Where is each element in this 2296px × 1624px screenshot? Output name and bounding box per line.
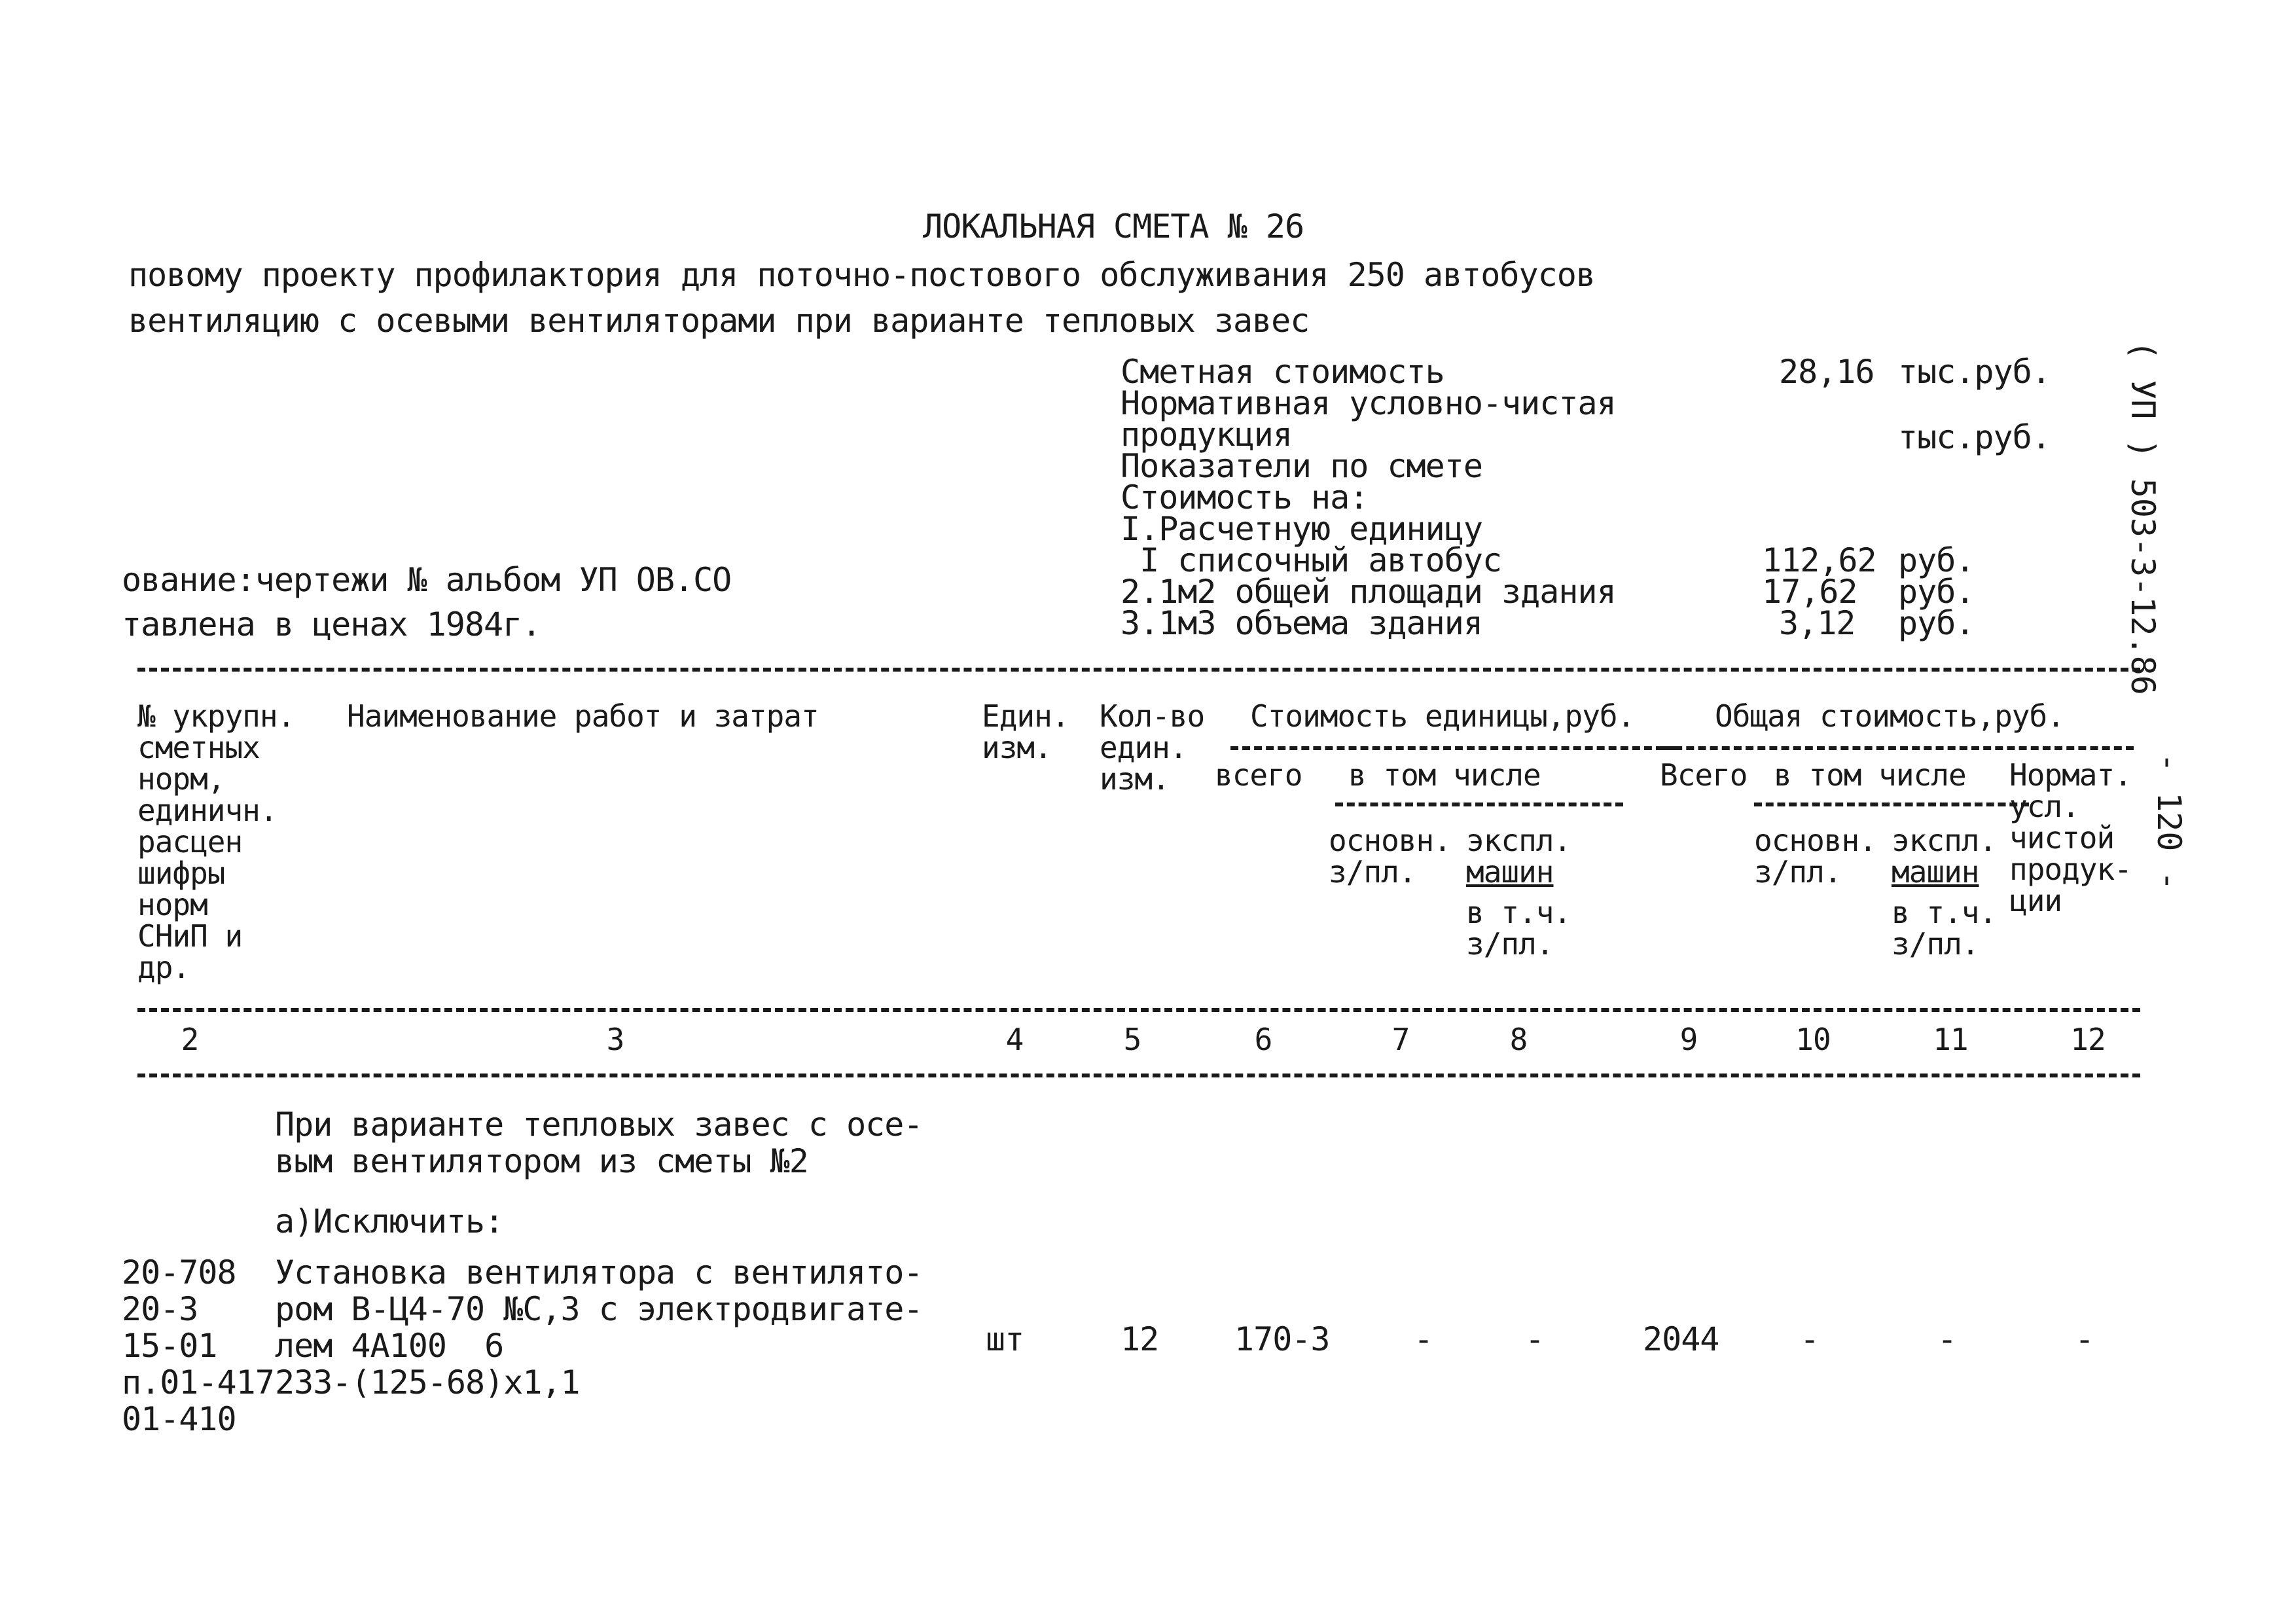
norm-label-1: Нормативная условно-чистая — [1121, 384, 1616, 422]
basis-line-1: ование:чертежи № альбом УП ОВ.СО — [122, 561, 732, 599]
colnum-10: 10 — [1795, 1022, 1831, 1057]
row-qty: 12 — [1121, 1320, 1159, 1358]
row-unit-wage: - — [1414, 1320, 1433, 1358]
header-col12: Нормат. усл. чистой продук- ции — [2009, 757, 2132, 918]
header-col3: Наименование работ и затрат — [347, 698, 819, 734]
header-total-cost-group: Общая стоимость,руб. — [1715, 698, 2064, 734]
header-unit-cost-group: Стоимость единицы,руб. — [1250, 698, 1635, 734]
norm-unit: тыс.руб. — [1898, 418, 2051, 456]
header-col8-c: в т.ч. з/пл. — [1466, 895, 1571, 962]
section-title: При варианте тепловых завес с осе- вым вентилятором из сметы №2 — [275, 1106, 923, 1180]
row-unit-machine: - — [1525, 1320, 1545, 1358]
header-col5: Кол-во един. изм. — [1100, 698, 1205, 797]
unit1-label: I.Расчетную единицу — [1121, 510, 1482, 548]
unit1-unit: руб. — [1898, 541, 1975, 579]
row-total: 2044 — [1643, 1320, 1719, 1358]
rule-incl-unit — [1335, 803, 1623, 806]
header-col10: основн. з/пл. — [1754, 823, 1876, 890]
exclude-label: а)Исключить: — [275, 1202, 504, 1240]
row-unit-total: 170-3 — [1234, 1320, 1330, 1358]
norm-label-2: продукция — [1121, 416, 1292, 454]
cost-value: 28,16 — [1779, 353, 1874, 391]
colnum-3: 3 — [606, 1022, 624, 1057]
cost-unit: тыс.руб. — [1898, 353, 2051, 391]
subtitle-line-1: повому проекту профилактория для поточно-постового обслуживания 250 автобусов — [128, 256, 1595, 294]
unit2-value: 17,62 — [1762, 573, 1857, 611]
colnum-9: 9 — [1679, 1022, 1698, 1057]
header-col8-a: экспл. — [1466, 823, 1571, 858]
row-total-machine: - — [1937, 1320, 1957, 1358]
colnum-2: 2 — [181, 1022, 199, 1057]
header-col2: № укрупн. сметных норм, единичн. расцен шифры норм СНиП и др. — [137, 698, 295, 985]
unit1-value: 112,62 — [1762, 541, 1876, 579]
unit3-label: 3.1м3 объема здания — [1121, 604, 1482, 642]
rule-top — [137, 668, 2140, 672]
header-col8-b: машин — [1466, 854, 1554, 890]
subtitle-line-2: вентиляцию с осевыми вентиляторами при варианте тепловых завес — [128, 302, 1310, 340]
header-col11-a: экспл. — [1892, 823, 1997, 858]
row-norm-net: - — [2075, 1320, 2094, 1358]
rule-total-cost — [1662, 746, 2134, 750]
rule-unit-cost — [1230, 746, 1676, 750]
unit3-unit: руб. — [1898, 604, 1975, 642]
indicators-label: Показатели по смете — [1121, 447, 1482, 485]
unit1-sub: I списочный автобус — [1121, 541, 1502, 579]
header-col7: основн. з/пл. — [1329, 823, 1451, 890]
header-col11-b: машин — [1892, 854, 1979, 890]
header-col9: Всего — [1660, 757, 1748, 793]
page-number: - 120 - — [2150, 753, 2188, 891]
row-unit: шт — [986, 1320, 1024, 1358]
unit2-unit: руб. — [1898, 573, 1975, 611]
row-codes: 20-708 20-3 15-01 п.01-417 01-410 — [122, 1254, 274, 1438]
unit2-label: 2.1м2 общей площади здания — [1121, 573, 1616, 611]
header-col6: всего — [1215, 757, 1302, 793]
unit3-value: 3,12 — [1779, 604, 1856, 642]
colnum-5: 5 — [1123, 1022, 1141, 1057]
colnum-8: 8 — [1509, 1022, 1528, 1057]
row-total-wage: - — [1800, 1320, 1820, 1358]
rule-numbers-bottom — [137, 1074, 2140, 1077]
cost-label: Сметная стоимость — [1121, 353, 1444, 391]
header-col11-c: в т.ч. з/пл. — [1892, 895, 1997, 962]
row-name: Установка вентилятора с вентилято- ром В-Ц4-70 №С,3 с электродвигате- лем 4А100 6 233-(125-68)х1,1 — [275, 1254, 923, 1401]
colnum-7: 7 — [1391, 1022, 1410, 1057]
rule-header-bottom — [137, 1008, 2140, 1012]
header-col4: Един. изм. — [982, 698, 1069, 765]
colnum-4: 4 — [1005, 1022, 1024, 1057]
document-code-stamp: ( УП ) 503-3-12.86 — [2124, 340, 2162, 695]
colnum-6: 6 — [1254, 1022, 1272, 1057]
header-incl-total: в том числе — [1774, 757, 1966, 793]
rule-incl-total — [1754, 803, 2029, 806]
estimate-title: ЛОКАЛЬНАЯ СМЕТА № 26 — [923, 208, 1304, 245]
basis-line-2: тавлена в ценах 1984г. — [122, 605, 541, 643]
header-incl-unit: в том числе — [1348, 757, 1541, 793]
cost-on-label: Стоимость на: — [1121, 478, 1369, 516]
colnum-12: 12 — [2070, 1022, 2106, 1057]
colnum-11: 11 — [1933, 1022, 1968, 1057]
